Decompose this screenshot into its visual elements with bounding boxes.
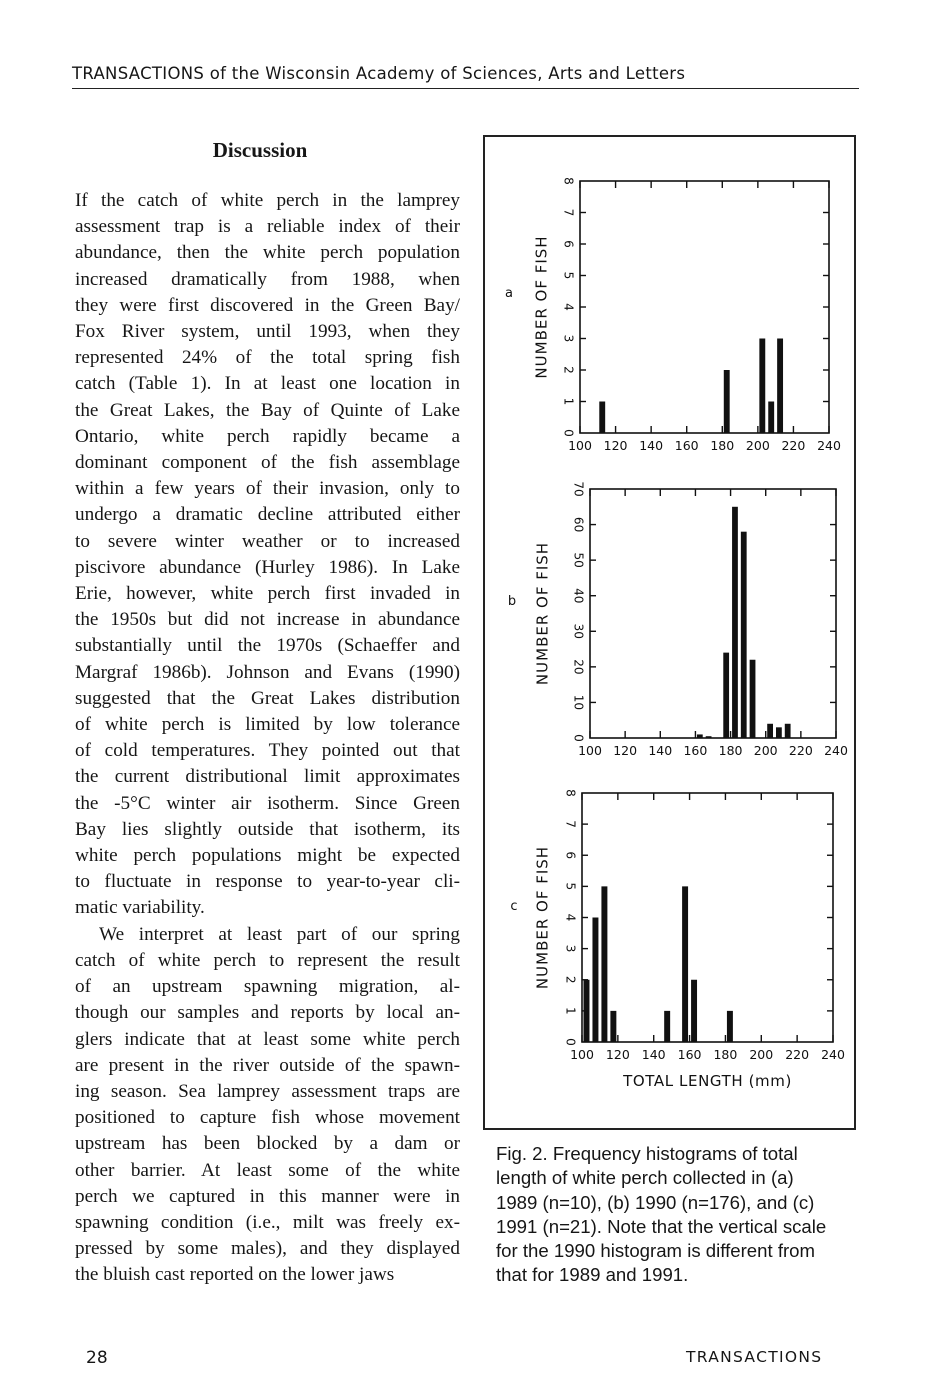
text-line: We interpret at least part of our spring bbox=[99, 923, 460, 945]
y-axis-title: NUMBER OF FISH bbox=[533, 845, 552, 990]
text-line: the -5°C winter air isotherm. Since Green bbox=[75, 792, 460, 814]
y-tick-label: 4 bbox=[563, 913, 578, 922]
histogram-panel-c bbox=[510, 789, 845, 1090]
x-tick-label: 120 bbox=[603, 438, 628, 453]
text-line: substantially until the 1970s (Schaeffer and bbox=[75, 635, 460, 657]
text-line: suggested that the Great Lakes distribution bbox=[75, 687, 460, 709]
discussion-body bbox=[75, 188, 460, 1289]
text-line: increased dramatically from 1988, when bbox=[75, 268, 460, 290]
histogram-bar bbox=[682, 886, 688, 1042]
y-tick-label: 2 bbox=[561, 366, 576, 374]
text-line: catch (Table 1). In at least one location in bbox=[75, 373, 460, 395]
x-tick-label: 140 bbox=[641, 1047, 666, 1062]
y-tick-label: 3 bbox=[561, 334, 576, 343]
histogram-bar bbox=[706, 736, 712, 738]
histogram-bar bbox=[727, 1011, 733, 1042]
text-line: the bluish cast reported on the lower jaws bbox=[75, 1264, 395, 1286]
histogram-bar bbox=[732, 507, 738, 738]
histogram-panel-b bbox=[508, 481, 848, 758]
y-tick-label: 70 bbox=[571, 481, 586, 497]
y-tick-label: 5 bbox=[561, 271, 576, 280]
panel-label: a bbox=[505, 286, 513, 301]
y-tick-label: 0 bbox=[563, 1038, 578, 1046]
text-line: matic variability. bbox=[75, 897, 205, 919]
caption-line: Fig. 2. Frequency histograms of total bbox=[496, 1143, 798, 1164]
x-tick-label: 180 bbox=[710, 438, 735, 453]
text-line: catch of white perch to represent the result bbox=[75, 949, 460, 971]
plot-frame bbox=[580, 181, 829, 433]
text-line: ing season. Sea lamprey assessment traps are bbox=[75, 1080, 460, 1102]
y-tick-label: 60 bbox=[571, 516, 586, 533]
page-number: 28 bbox=[86, 1348, 108, 1368]
histogram-bar bbox=[768, 402, 774, 434]
y-tick-label: 0 bbox=[571, 734, 586, 742]
journal-footer: TRANSACTIONS bbox=[686, 1348, 823, 1366]
x-tick-label: 100 bbox=[578, 743, 602, 758]
y-tick-label: 0 bbox=[561, 429, 576, 437]
text-line: the 1950s but did not increase in abundance bbox=[75, 609, 460, 631]
y-tick-label: 1 bbox=[563, 1007, 578, 1015]
y-tick-label: 3 bbox=[563, 944, 578, 953]
text-line: Bay lies slightly outside that isotherm, its bbox=[75, 818, 460, 840]
text-line: represented 24% of the total spring fish bbox=[75, 347, 460, 369]
histogram-bar bbox=[601, 886, 607, 1042]
x-tick-label: 180 bbox=[718, 743, 743, 758]
y-axis-title: NUMBER OF FISH bbox=[533, 541, 552, 686]
histogram-bar bbox=[592, 918, 598, 1043]
x-tick-label: 160 bbox=[677, 1047, 702, 1062]
text-line: If the catch of white perch in the lamprey bbox=[75, 190, 460, 211]
text-line: within a few years of their invasion, only to bbox=[75, 478, 460, 500]
histogram-bar bbox=[750, 660, 756, 738]
caption-line: that for 1989 and 1991. bbox=[496, 1264, 689, 1286]
y-tick-label: 2 bbox=[563, 975, 578, 984]
x-axis-title: TOTAL LENGTH (mm) bbox=[623, 1072, 792, 1090]
histogram-bar bbox=[724, 370, 730, 433]
caption-line: for the 1990 histogram is different from bbox=[496, 1240, 816, 1262]
header-rule bbox=[72, 88, 859, 89]
text-line: spawning condition (i.e., milt was freely ex- bbox=[75, 1211, 460, 1233]
histogram-panel-a bbox=[505, 177, 841, 453]
text-line: abundance, then the white perch population bbox=[75, 242, 460, 264]
histogram-bar bbox=[767, 724, 773, 738]
text-line: assessment trap is a reliable index of their bbox=[75, 216, 460, 238]
y-tick-label: 7 bbox=[563, 820, 578, 828]
panel-label: b bbox=[507, 594, 517, 609]
histogram-bar bbox=[599, 402, 605, 434]
y-tick-label: 8 bbox=[563, 789, 578, 797]
histogram-figure bbox=[485, 137, 854, 1128]
text-line: other barrier. At least some of the white bbox=[75, 1159, 460, 1181]
y-axis-title: NUMBER OF FISH bbox=[532, 235, 551, 379]
text-line: the Great Lakes, the Bay of Quinte of Lake bbox=[75, 399, 460, 421]
text-line: dominant component of the fish assemblage bbox=[75, 452, 460, 474]
histogram-bar bbox=[584, 980, 590, 1042]
text-line: to fluctuate in response to year-to-year cli- bbox=[75, 871, 460, 893]
text-line: to severe winter weather or to increased bbox=[75, 530, 460, 552]
histogram-bar bbox=[697, 734, 703, 738]
text-line: of cold temperatures. They pointed out that bbox=[75, 740, 460, 762]
x-tick-label: 220 bbox=[781, 438, 806, 453]
x-tick-label: 220 bbox=[788, 743, 813, 758]
text-line: the current distributional limit approximates bbox=[75, 766, 460, 788]
text-line: they were first discovered in the Green Bay/ bbox=[75, 294, 460, 316]
y-tick-label: 6 bbox=[563, 851, 578, 860]
x-tick-label: 220 bbox=[785, 1047, 810, 1062]
text-line: Margraf 1986b). Johnson and Evans (1990) bbox=[75, 661, 460, 683]
text-line: positioned to capture fish whose movement bbox=[75, 1107, 460, 1129]
y-tick-label: 30 bbox=[571, 623, 586, 639]
running-head: TRANSACTIONS of the Wisconsin Academy of Sciences, Arts and Letters bbox=[72, 64, 686, 83]
x-tick-label: 240 bbox=[817, 438, 841, 453]
x-tick-label: 200 bbox=[753, 743, 778, 758]
caption-line: 1989 (n=10), (b) 1990 (n=176), and (c) bbox=[496, 1191, 815, 1213]
histogram-bar bbox=[759, 339, 765, 434]
x-tick-label: 200 bbox=[749, 1047, 774, 1062]
y-tick-label: 7 bbox=[561, 208, 576, 217]
text-line: though our samples and reports by local an- bbox=[75, 1002, 460, 1024]
text-line: of an upstream spawning migration, al- bbox=[75, 976, 460, 998]
y-tick-label: 40 bbox=[571, 588, 586, 604]
text-line: of white perch is limited by low tolerance bbox=[75, 714, 460, 736]
y-tick-label: 6 bbox=[561, 240, 576, 248]
text-line: Fox River system, until 1993, when they bbox=[75, 321, 460, 343]
y-tick-label: 50 bbox=[571, 552, 586, 568]
text-line: white perch populations might be expected bbox=[75, 845, 460, 867]
histogram-bar bbox=[664, 1011, 670, 1042]
x-tick-label: 140 bbox=[639, 438, 664, 453]
histogram-bar bbox=[777, 339, 783, 434]
histogram-bar bbox=[776, 727, 782, 738]
figure-caption bbox=[496, 1142, 876, 1288]
x-tick-label: 100 bbox=[568, 438, 592, 453]
x-tick-label: 240 bbox=[821, 1047, 845, 1062]
text-line: upstream has been blocked by a dam or bbox=[75, 1133, 460, 1155]
section-title: Discussion bbox=[212, 138, 308, 162]
y-tick-label: 5 bbox=[563, 882, 578, 891]
x-tick-label: 120 bbox=[605, 1047, 630, 1062]
text-line: pressed by some males), and they displayed bbox=[75, 1238, 460, 1260]
x-tick-label: 240 bbox=[824, 743, 848, 758]
histogram-bar bbox=[723, 653, 729, 738]
y-tick-label: 1 bbox=[561, 397, 576, 406]
histogram-bar bbox=[785, 724, 791, 738]
text-line: perch we captured in this manner were in bbox=[75, 1185, 460, 1207]
text-line: piscivore abundance (Hurley 1986). In Lake bbox=[75, 556, 460, 578]
x-tick-label: 160 bbox=[674, 438, 699, 453]
plot-frame bbox=[590, 489, 836, 738]
text-line: Ontario, white perch rapidly became a bbox=[75, 425, 460, 447]
plot-frame bbox=[582, 793, 833, 1042]
caption-line: 1991 (n=21). Note that the vertical scale bbox=[496, 1215, 827, 1237]
text-line: undergo a dramatic decline attributed either bbox=[75, 504, 460, 526]
x-tick-label: 180 bbox=[713, 1047, 738, 1062]
histogram-bar bbox=[610, 1011, 616, 1042]
figure-2 bbox=[483, 135, 856, 1130]
y-tick-label: 20 bbox=[571, 659, 586, 675]
y-tick-label: 8 bbox=[561, 177, 576, 185]
text-line: glers indicate that at least some white perch bbox=[75, 1028, 460, 1050]
panel-label: c bbox=[510, 899, 518, 914]
text-line: are present in the river outside of the spawn- bbox=[75, 1054, 460, 1076]
x-tick-label: 200 bbox=[745, 438, 770, 453]
x-tick-label: 120 bbox=[613, 743, 638, 758]
x-tick-label: 140 bbox=[648, 743, 673, 758]
x-tick-label: 160 bbox=[683, 743, 708, 758]
text-line: Erie, however, white perch first invaded in bbox=[75, 583, 460, 605]
x-tick-label: 100 bbox=[570, 1047, 594, 1062]
histogram-bar bbox=[691, 980, 697, 1042]
histogram-bar bbox=[741, 532, 747, 738]
y-tick-label: 4 bbox=[561, 303, 576, 311]
y-tick-label: 10 bbox=[571, 694, 586, 711]
caption-line: length of white perch collected in (a) bbox=[496, 1167, 794, 1189]
